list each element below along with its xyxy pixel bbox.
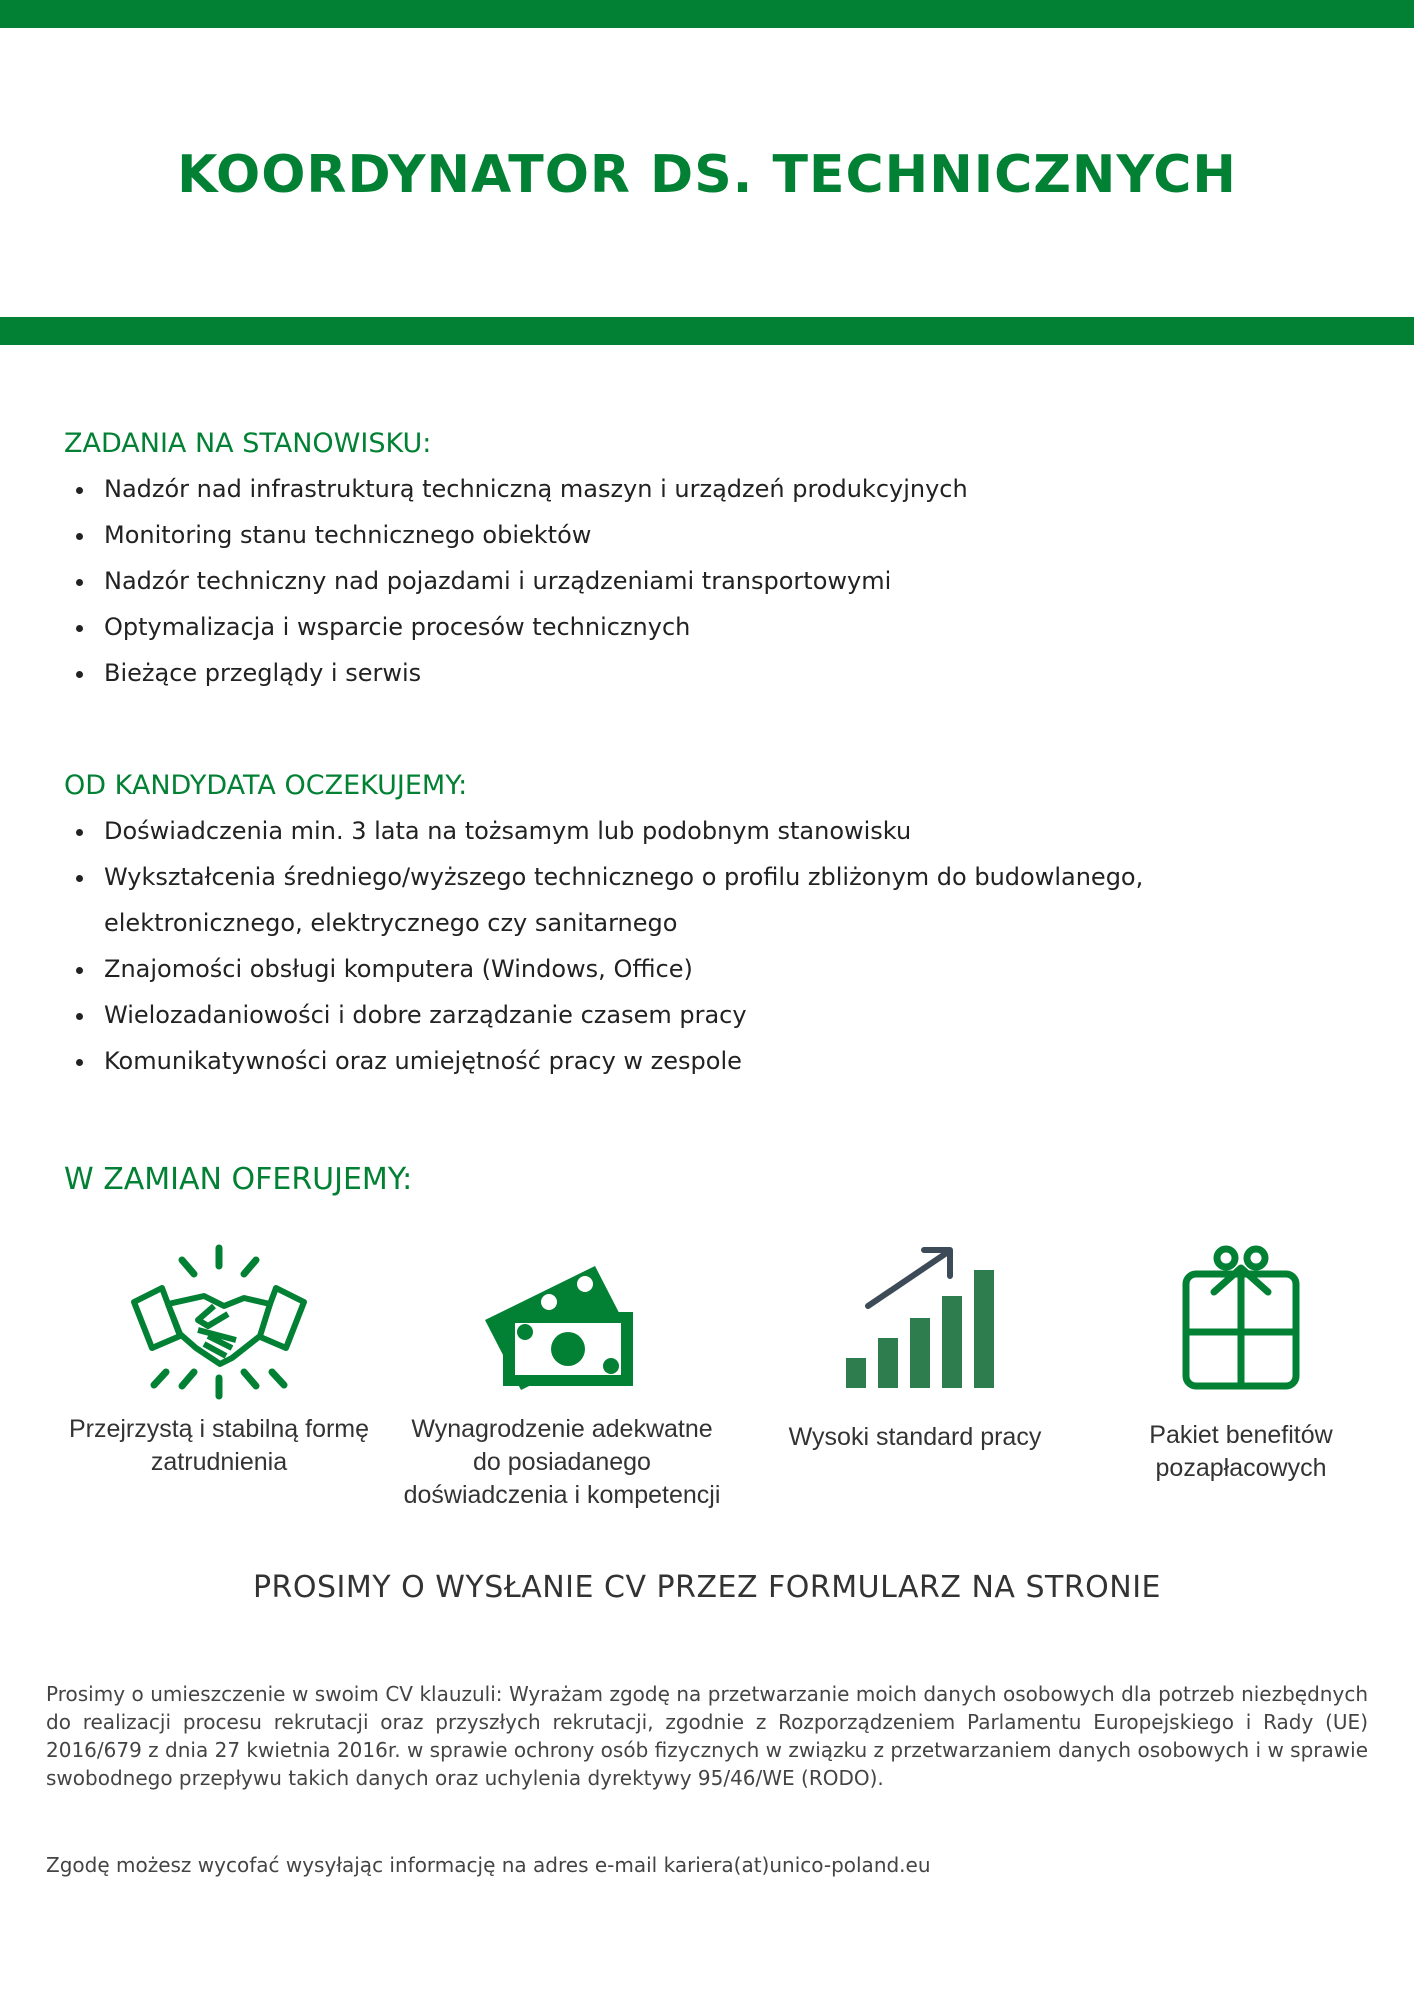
list-item: Znajomości obsługi komputera (Windows, Office) [64, 946, 1244, 992]
handshake-icon [124, 1240, 314, 1405]
list-item: Nadzór nad infrastrukturą techniczną maszyn i urządzeń produkcyjnych [64, 466, 1364, 512]
offer-label-line2: do posiadanego [473, 1448, 651, 1476]
offer-label-line2: pozapłacowych [1155, 1454, 1327, 1482]
consent-note: Zgodę możesz wycofać wysyłając informację na adres e-mail kariera(at)unico-poland.eu [46, 1853, 931, 1877]
gdpr-clause: Prosimy o umieszczenie w swoim CV klauzuli: Wyrażam zgodę na przetwarzanie moich danych osobowych dla potrzeb niezbędnych do realizacji procesu rekrutacji oraz przyszłych rekrutacji, zgodnie z Rozporządzeniem Parlamentu Europejskiego i Rady (UE) 2016/679 z dnia 27 kwietnia 2016r. w sprawie ochrony osób fizycznych w związku z przetwarzaniem danych osobowych i w sprawie swobodnego przepływu takich danych oraz uchylenia dyrektywy 95/46/WE (RODO). [46, 1682, 1368, 1790]
divider-green-bar [0, 317, 1414, 345]
top-green-bar [0, 0, 1414, 28]
list-item: Monitoring stanu technicznego obiektów [64, 512, 1364, 558]
offer-heading: W ZAMIAN OFERUJEMY: [64, 1162, 413, 1197]
job-title: KOORDYNATOR DS. TECHNICZNYCH [177, 145, 1237, 205]
list-item: Wielozadaniowości i dobre zarządzanie czasem pracy [64, 992, 1244, 1038]
list-item: Komunikatywności oraz umiejętność pracy w zespole [64, 1038, 1244, 1084]
list-item: Nadzór techniczny nad pojazdami i urządzeniami transportowymi [64, 558, 1364, 604]
gift-icon [1146, 1240, 1336, 1405]
offer-item-salary [397, 1240, 727, 1512]
requirements-heading: OD KANDYDATA OCZEKUJEMY: [64, 770, 468, 801]
requirements-list [64, 808, 1244, 1084]
offer-label-line1: Przejrzystą i stabilną formę [68, 1415, 370, 1443]
offer-item-benefits [1076, 1240, 1406, 1485]
tasks-heading: ZADANIA NA STANOWISKU: [64, 428, 432, 459]
cta-heading: PROSIMY O WYSŁANIE CV PRZEZ FORMULARZ NA STRONIE [252, 1570, 1162, 1605]
offer-label-line1: Wynagrodzenie adekwatne [411, 1415, 713, 1443]
offer-label-line1: Wysoki standard pracy [788, 1423, 1042, 1451]
offer-label-line3: doświadczenia i kompetencji [403, 1481, 721, 1509]
offer-item-employment [54, 1240, 384, 1479]
list-item: Doświadczenia min. 3 lata na tożsamym lub podobnym stanowisku [64, 808, 1244, 854]
offer-label-line1: Pakiet benefitów [1149, 1421, 1333, 1449]
offer-item-standard [750, 1240, 1080, 1454]
growth-chart-icon [820, 1240, 1010, 1405]
money-icon [467, 1240, 657, 1405]
list-item: Optymalizacja i wsparcie procesów technicznych [64, 604, 1364, 650]
tasks-list [64, 466, 1364, 696]
list-item: Bieżące przeglądy i serwis [64, 650, 1364, 696]
offer-label-line2: zatrudnienia [150, 1448, 288, 1476]
list-item: Wykształcenia średniego/wyższego technicznego o profilu zbliżonym do budowlanego, elektronicznego, elektrycznego czy sanitarnego [64, 854, 1244, 946]
